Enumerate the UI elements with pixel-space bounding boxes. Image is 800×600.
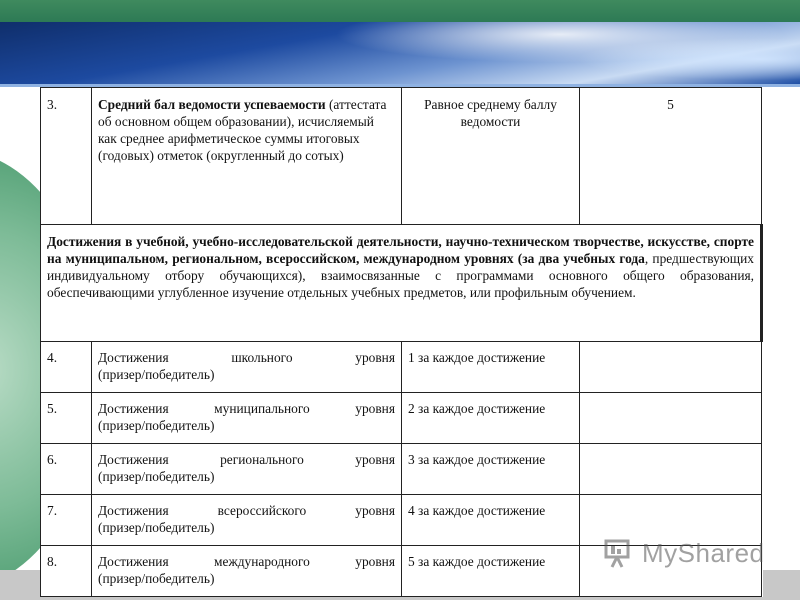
watermark — [604, 535, 765, 571]
criteria-table — [40, 87, 763, 597]
table-row — [41, 393, 762, 444]
row-number: 7. — [41, 495, 92, 546]
criterion-cell — [92, 88, 402, 225]
achievement-word: школьного — [231, 350, 293, 365]
watermark-text: MyShared — [642, 537, 765, 568]
points-cell: 4 за каждое достижение — [402, 495, 580, 546]
section-header-bold: Достижения в учебной, учебно-исследовательской деятельности, научно-техническом творчестве, искусстве, спорте на муниципальном, региональном, всероссийском, международном уровнях (за два учебных года — [47, 234, 754, 266]
header-banner — [0, 22, 800, 84]
row-number: 3. — [41, 88, 92, 225]
achievement-word: Достижения — [98, 350, 169, 365]
presentation-icon — [604, 537, 638, 569]
achievement-line — [98, 553, 395, 570]
achievement-line — [98, 502, 395, 519]
points-cell: 2 за каждое достижение — [402, 393, 580, 444]
achievement-tail: (призер/победитель) — [98, 520, 215, 535]
achievement-word: муниципального — [214, 401, 310, 416]
achievement-word: Достижения — [98, 503, 169, 518]
achievement-word: Достижения — [98, 452, 169, 467]
achievement-tail: (призер/победитель) — [98, 469, 215, 484]
achievement-tail: (призер/победитель) — [98, 571, 215, 586]
row-number: 6. — [41, 444, 92, 495]
empty-score-cell — [580, 444, 762, 495]
achievement-tail: (призер/победитель) — [98, 367, 215, 382]
achievement-word: Достижения — [98, 401, 169, 416]
achievement-line — [98, 451, 395, 468]
section-header-normal: , предшествующих индивидуальному отбору обучающихся), взаимосвязанные с программами основного общего образования, обеспечивающими углубленное изучение отдельных учебных предметов, или профильным обучением. — [47, 251, 754, 300]
achievement-word: всероссийского — [217, 503, 307, 518]
row-number: 8. — [41, 546, 92, 597]
score-value: 5 — [580, 88, 762, 225]
achievement-cell — [92, 495, 402, 546]
achievement-word: уровня — [355, 452, 395, 467]
achievement-cell — [92, 444, 402, 495]
achievement-line — [98, 400, 395, 417]
row-number: 5. — [41, 393, 92, 444]
table-row — [41, 88, 762, 225]
section-header-row — [41, 225, 762, 342]
achievement-cell — [92, 342, 402, 393]
achievement-word: уровня — [355, 350, 395, 365]
criterion-description: (аттестата об основном общем образовании), исчисляемый как среднее арифметическое суммы итоговых (годовых) отметок (округленный до сотых) — [98, 97, 387, 163]
table-row — [41, 342, 762, 393]
achievement-cell — [92, 393, 402, 444]
empty-score-cell — [580, 342, 762, 393]
row-number: 4. — [41, 342, 92, 393]
achievement-word: регионального — [220, 452, 304, 467]
points-cell: 3 за каждое достижение — [402, 444, 580, 495]
achievement-word: уровня — [355, 401, 395, 416]
achievement-word: Достижения — [98, 554, 169, 569]
section-header — [41, 225, 762, 342]
points-cell: 5 за каждое достижение — [402, 546, 580, 597]
top-strip — [0, 0, 800, 22]
table-row — [41, 444, 762, 495]
empty-score-cell — [580, 393, 762, 444]
achievement-word: уровня — [355, 554, 395, 569]
scoring-method: Равное среднему баллу ведомости — [402, 88, 580, 225]
achievement-cell — [92, 546, 402, 597]
achievement-word: уровня — [355, 503, 395, 518]
achievement-word: международного — [214, 554, 310, 569]
achievement-line — [98, 349, 395, 366]
achievement-tail: (призер/победитель) — [98, 418, 215, 433]
criterion-title: Средний бал ведомости успеваемости — [98, 97, 326, 112]
points-cell: 1 за каждое достижение — [402, 342, 580, 393]
